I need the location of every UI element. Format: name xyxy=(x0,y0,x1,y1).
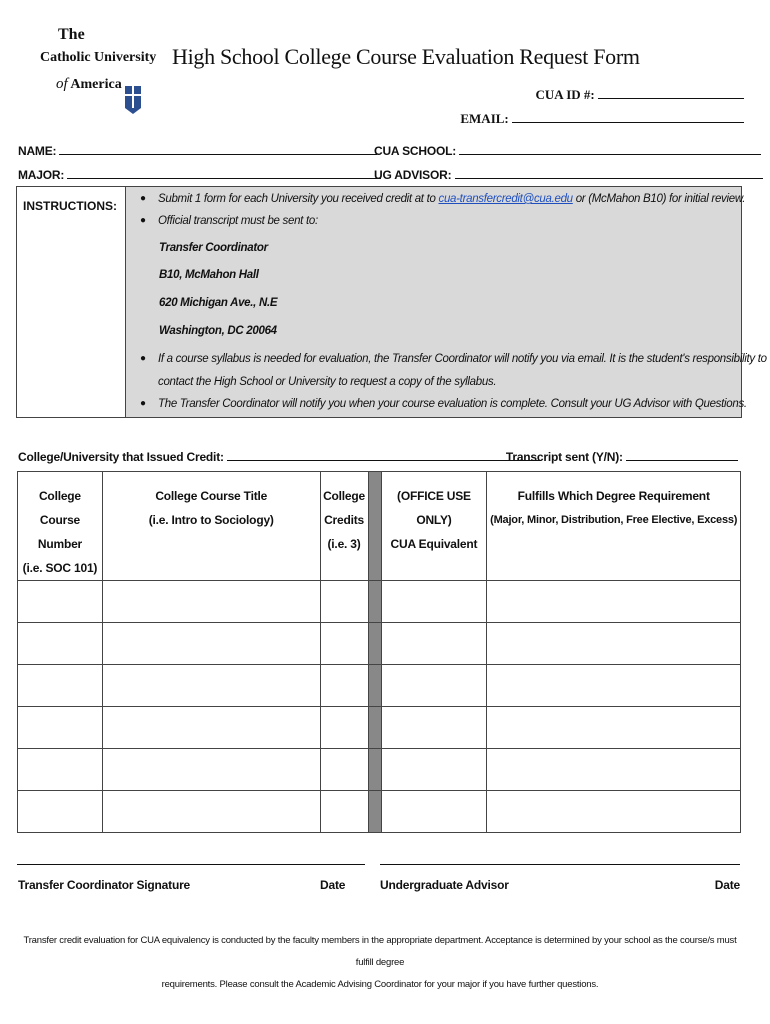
course-number-cell[interactable] xyxy=(18,749,103,791)
logo-america: America xyxy=(70,77,122,92)
bullet-4-text: The Transfer Coordinator will notify you when your course evaluation is complete. Consult your UG Advisor with Questions. xyxy=(158,398,747,410)
email-blank[interactable] xyxy=(512,110,744,123)
degree-requirement-cell[interactable] xyxy=(487,707,741,749)
cua-school-label: CUA SCHOOL: xyxy=(374,144,457,158)
coordinator-signature-label: Transfer Coordinator Signature xyxy=(18,878,191,892)
office-divider-cell xyxy=(368,791,381,833)
university-logo xyxy=(40,26,164,118)
name-blank[interactable] xyxy=(59,142,377,155)
college-issued-field[interactable] xyxy=(18,448,541,464)
table-row xyxy=(18,623,741,665)
instruction-bullet-4 xyxy=(140,398,747,410)
college-issued-label: College/University that Issued Credit: xyxy=(18,450,224,464)
cua-id-blank[interactable] xyxy=(598,86,744,99)
header-text: (i.e. 3) xyxy=(327,537,361,551)
course-table xyxy=(17,471,741,833)
credits-cell[interactable] xyxy=(320,749,368,791)
header-text: Credits xyxy=(324,513,365,527)
bullet-1-text-end: or (McMahon B10) for initial review. xyxy=(575,193,746,205)
table-row xyxy=(18,707,741,749)
header-course-title xyxy=(102,472,320,581)
advisor-date-label: Date xyxy=(714,878,740,892)
instruction-bullet-3 xyxy=(140,353,767,365)
course-number-cell[interactable] xyxy=(18,665,103,707)
cua-id-label: CUA ID #: xyxy=(535,87,595,102)
instructions-box xyxy=(16,186,767,418)
transfer-credit-email-link[interactable]: cua-transfercredit@cua.edu xyxy=(438,193,573,205)
ug-advisor-field[interactable] xyxy=(374,166,763,182)
office-divider-cell xyxy=(368,623,381,665)
address-line-2: B10, McMahon Hall xyxy=(159,269,259,281)
instruction-bullet-1 xyxy=(140,193,746,205)
transcript-sent-label: Transcript sent (Y/N): xyxy=(505,450,623,464)
course-number-cell[interactable] xyxy=(18,791,103,833)
name-label: NAME: xyxy=(18,144,57,158)
form-title: High School College Course Evaluation Request Form xyxy=(172,44,640,69)
logo-of: of xyxy=(56,76,68,92)
email-field[interactable] xyxy=(460,110,744,127)
transcript-sent-field[interactable] xyxy=(506,448,738,464)
table-header-row xyxy=(18,472,741,581)
address-line-3: 620 Michigan Ave., N.E xyxy=(159,297,278,309)
college-issued-blank[interactable] xyxy=(227,448,541,461)
bullet-2-text: Official transcript must be sent to: xyxy=(158,215,318,227)
advisor-signature-line[interactable] xyxy=(380,864,740,865)
course-title-cell[interactable] xyxy=(102,623,320,665)
bullet-1-text: Submit 1 form for each University you received credit at to xyxy=(158,193,436,205)
course-number-cell[interactable] xyxy=(18,623,103,665)
office-divider xyxy=(368,472,381,581)
credits-cell[interactable] xyxy=(320,623,368,665)
address-line-1: Transfer Coordinator xyxy=(159,242,268,254)
ug-advisor-label: UG ADVISOR: xyxy=(374,168,452,182)
course-title-cell[interactable] xyxy=(102,707,320,749)
bullet-icon: ● xyxy=(140,215,146,226)
office-divider-cell xyxy=(368,665,381,707)
course-title-cell[interactable] xyxy=(102,749,320,791)
shield-icon xyxy=(124,74,142,114)
course-title-cell[interactable] xyxy=(102,665,320,707)
major-field[interactable] xyxy=(18,166,381,182)
table-row xyxy=(18,749,741,791)
course-title-cell[interactable] xyxy=(102,791,320,833)
credits-cell[interactable] xyxy=(320,707,368,749)
instruction-bullet-2 xyxy=(140,215,318,227)
course-rows xyxy=(18,581,741,833)
credits-cell[interactable] xyxy=(320,581,368,623)
office-divider-cell xyxy=(368,707,381,749)
cua-equivalent-cell[interactable] xyxy=(381,707,487,749)
email-label: EMAIL: xyxy=(460,111,509,126)
bullet-icon: ● xyxy=(140,193,146,204)
cua-equivalent-cell[interactable] xyxy=(381,581,487,623)
logo-line-the: The xyxy=(58,26,85,43)
header-text: (i.e. Intro to Sociology) xyxy=(148,513,274,527)
table-row xyxy=(18,791,741,833)
header-course-number xyxy=(18,472,103,581)
header-text: Number xyxy=(37,537,83,551)
header-credits xyxy=(320,472,368,581)
header-text: College xyxy=(323,489,366,503)
degree-requirement-cell[interactable] xyxy=(487,665,741,707)
header-text: College Course xyxy=(38,489,81,527)
advisor-label: Undergraduate Advisor xyxy=(380,878,509,892)
course-title-cell[interactable] xyxy=(102,581,320,623)
cua-school-field[interactable] xyxy=(374,142,761,158)
cua-equivalent-cell[interactable] xyxy=(381,791,487,833)
name-field[interactable] xyxy=(18,142,377,158)
office-divider-cell xyxy=(368,749,381,791)
cua-equivalent-cell[interactable] xyxy=(381,623,487,665)
ug-advisor-blank[interactable] xyxy=(455,166,763,179)
cua-school-blank[interactable] xyxy=(459,142,761,155)
major-blank[interactable] xyxy=(67,166,381,179)
address-line-4: Washington, DC 20064 xyxy=(159,325,277,337)
office-divider-cell xyxy=(368,581,381,623)
header-text: (OFFICE USE ONLY) xyxy=(397,489,471,527)
header-degree-requirement xyxy=(487,472,741,581)
coordinator-date-label: Date xyxy=(320,878,346,892)
bullet-3-text-line1: If a course syllabus is needed for evaluation, the Transfer Coordinator will notify you via email. It is the student's responsibility to xyxy=(158,353,767,365)
credits-cell[interactable] xyxy=(320,665,368,707)
footer-note xyxy=(20,930,740,996)
bullet-3-text-line2: contact the High School or University to request a copy of the syllabus. xyxy=(158,376,497,388)
table-row xyxy=(18,581,741,623)
header-text: (Major, Minor, Distribution, Free Elective, Excess) xyxy=(490,514,738,526)
degree-requirement-cell[interactable] xyxy=(487,749,741,791)
header-text: Fulfills Which Degree Requirement xyxy=(517,489,710,503)
instructions-label: INSTRUCTIONS: xyxy=(23,199,117,213)
footer-line-1: Transfer credit evaluation for CUA equivalency is conducted by the faculty members in the appropriate department. Acceptance is determined by your school as the course/s must fulfill degree xyxy=(23,935,737,968)
cua-id-field[interactable] xyxy=(536,86,744,103)
major-label: MAJOR: xyxy=(18,168,65,182)
header-text: CUA Equivalent xyxy=(390,537,478,551)
cua-equivalent-cell[interactable] xyxy=(381,665,487,707)
header-text: (i.e. SOC 101) xyxy=(22,561,98,575)
header-text: College Course Title xyxy=(155,489,268,503)
degree-requirement-cell[interactable] xyxy=(487,623,741,665)
table-row xyxy=(18,665,741,707)
bullet-icon: ● xyxy=(140,398,146,409)
logo-line-america xyxy=(56,76,122,93)
course-number-cell[interactable] xyxy=(18,707,103,749)
coordinator-signature-line[interactable] xyxy=(17,864,365,865)
credits-cell[interactable] xyxy=(320,791,368,833)
course-number-cell[interactable] xyxy=(18,581,103,623)
bullet-icon: ● xyxy=(140,353,146,364)
degree-requirement-cell[interactable] xyxy=(487,791,741,833)
instructions-content xyxy=(126,187,767,417)
degree-requirement-cell[interactable] xyxy=(487,581,741,623)
transcript-sent-blank[interactable] xyxy=(626,448,738,461)
logo-line-university: Catholic University xyxy=(40,50,157,65)
header-cua-equivalent xyxy=(381,472,487,581)
cua-equivalent-cell[interactable] xyxy=(381,749,487,791)
instructions-label-cell xyxy=(17,187,126,417)
footer-line-2: requirements. Please consult the Academic Advising Coordinator for your major if you have further questions. xyxy=(161,979,599,990)
